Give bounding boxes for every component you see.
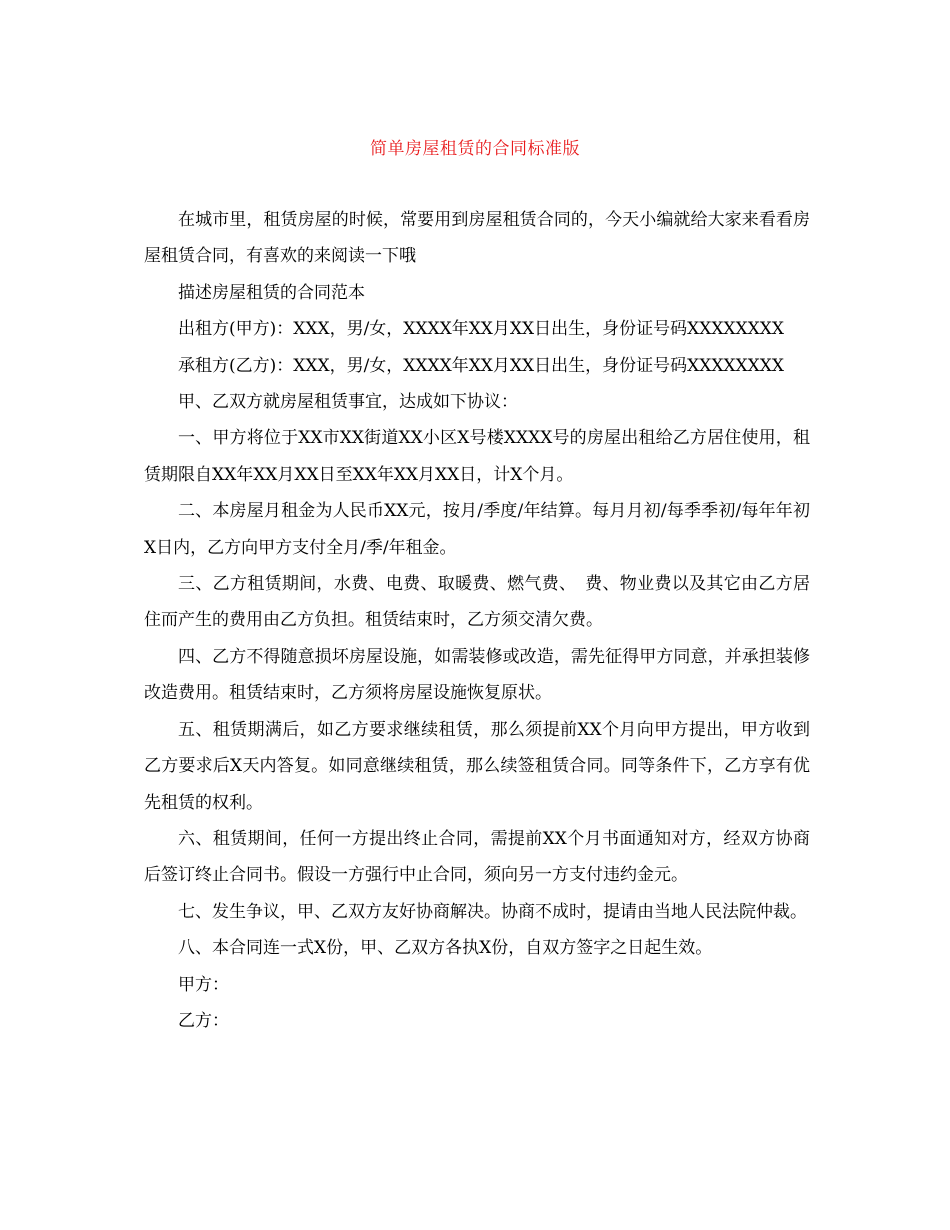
clause-6: 六、租赁期间，任何一方提出终止合同，需提前XX个月书面通知对方，经双方协商后签订终止合同书。假设一方强行中止合同，须向另一方支付违约金元。 [144,828,810,886]
party-a-signature: 甲方： [178,974,229,995]
document-title: 简单房屋租赁的合同标准版 [370,139,580,159]
clause-3: 三、乙方租赁期间，水费、电费、取暖费、燃气费、 费、物业费以及其它由乙方居住而产生的费用由乙方负担。租赁结束时，乙方须交清欠费。 [144,574,810,631]
section-heading: 描述房屋租赁的合同范本 [178,282,365,303]
agreement-intro: 甲、乙双方就房屋租赁事宜，达成如下协议： [178,392,518,413]
intro-paragraph: 在城市里，租赁房屋的时候，常要用到房屋租赁合同的，今天小编就给大家来看看房屋租赁合同，有喜欢的来阅读一下哦 [144,210,810,267]
clause-1: 一、甲方将位于XX市XX街道XX小区X号楼XXXX号的房屋出租给乙方居住使用，租赁期限自XX年XX月XX日至XX年XX月XX日，计X个月。 [144,428,810,485]
clause-5: 五、租赁期满后，如乙方要求继续租赁，那么须提前XX个月向甲方提出，甲方收到乙方要求后X天内答复。如同意继续租赁，那么续签租赁合同。同等条件下，乙方享有优先租赁的权利。 [144,719,810,813]
clause-2: 二、本房屋月租金为人民币XX元，按月/季度/年结算。每月月初/每季季初/每年年初X日内，乙方向甲方支付全月/季/年租金。 [144,501,810,558]
party-b-signature: 乙方： [178,1010,229,1031]
clause-8: 八、本合同连一式X份，甲、乙双方各执X份，自双方签字之日起生效。 [178,938,713,959]
document-body [144,202,810,1039]
clause-4: 四、乙方不得随意损坏房屋设施，如需装修或改造，需先征得甲方同意，并承担装修改造费用。租赁结束时，乙方须将房屋设施恢复原状。 [144,646,810,704]
lessee-info: 承租方(乙方)：XXX，男/女，XXXX年XX月XX日出生，身份证号码XXXXXXXX [178,355,784,376]
clause-7: 七、发生争议，甲、乙双方友好协商解决。协商不成时，提请由当地人民法院仲裁。 [178,901,807,922]
lessor-info: 出租方(甲方)：XXX，男/女，XXXX年XX月XX日出生，身份证号码XXXXXXXX [178,319,784,340]
